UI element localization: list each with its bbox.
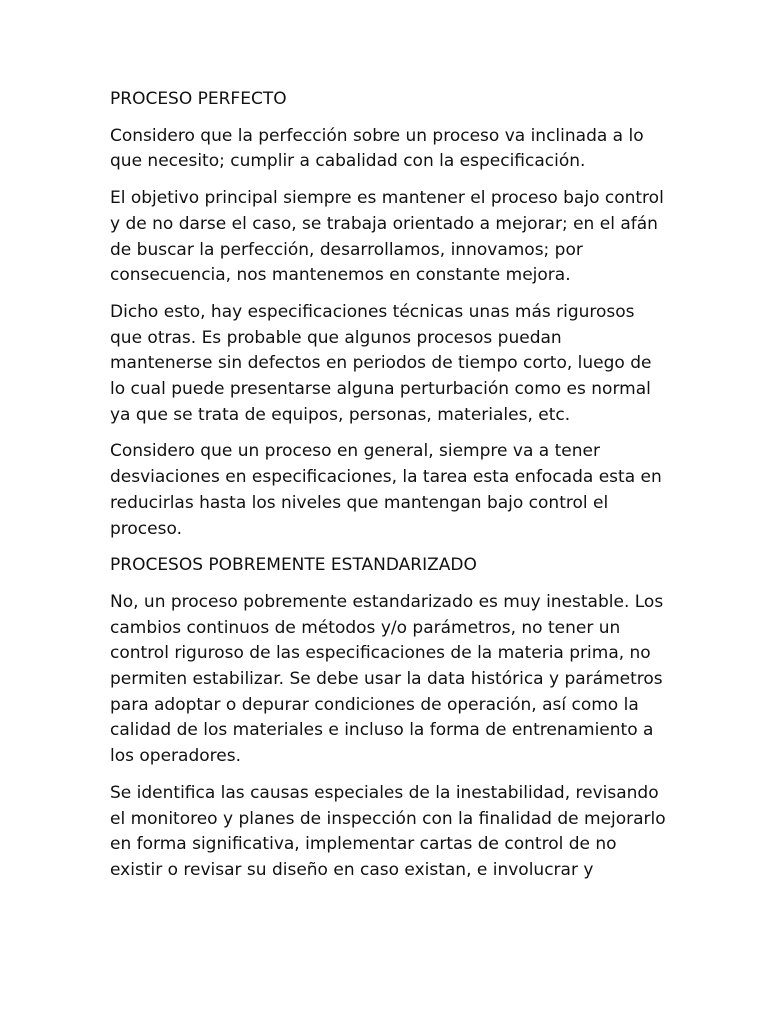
paragraph-especificaciones: Dicho esto, hay especificaciones técnicas unas más rigurosos que otras. Es probable que algunos procesos puedan mantenerse sin defectos en periodos de tiempo corto, luego de lo cual puede presentarse alguna perturbación como es normal ya que se trata de equipos, personas, materiales, etc. — [110, 301, 652, 425]
paragraph-desviaciones: Considero que un proceso en general, siempre va a tener desviaciones en especificaciones, la tarea esta enfocada esta en reducirlas hasta los niveles que mantengan bajo control el proceso. — [110, 441, 662, 539]
heading-procesos-pobremente: PROCESOS POBREMENTE ESTANDARIZADO — [110, 555, 477, 576]
paragraph-causas-especiales: Se identifica las causas especiales de la inestabilidad, revisando el monitoreo y planes de inspección con la finalidad de mejorarlo en forma significativa, implementar cartas de control de no existir o revisar su diseño en caso existan, e involucrar y — [110, 782, 666, 880]
paragraph-objetivo: El objetivo principal siempre es mantener el proceso bajo control y de no darse el caso, se trabaja orientado a mejorar; en el afán de buscar la perfección, desarrollamos, innovamos; por consecuencia, nos mantenemos en constante mejora. — [110, 188, 664, 286]
heading-proceso-perfecto: PROCESO PERFECTO — [110, 89, 287, 109]
paragraph-inestable: No, un proceso pobremente estandarizado es muy inestable. Los cambios continuos de métodos y/o parámetros, no tener un control riguroso de las especificaciones de la materia prima, no permiten estabilizar. Se debe usar la data histórica y parámetros para adoptar o depurar condiciones de operación, así como la calidad de los materiales e incluso la forma de entrenamiento a los operadores. — [110, 591, 664, 767]
paragraph-perfeccion: Considero que la perfección sobre un proceso va inclinada a lo que necesito; cumplir a cabalidad con la especificación. — [110, 125, 644, 172]
